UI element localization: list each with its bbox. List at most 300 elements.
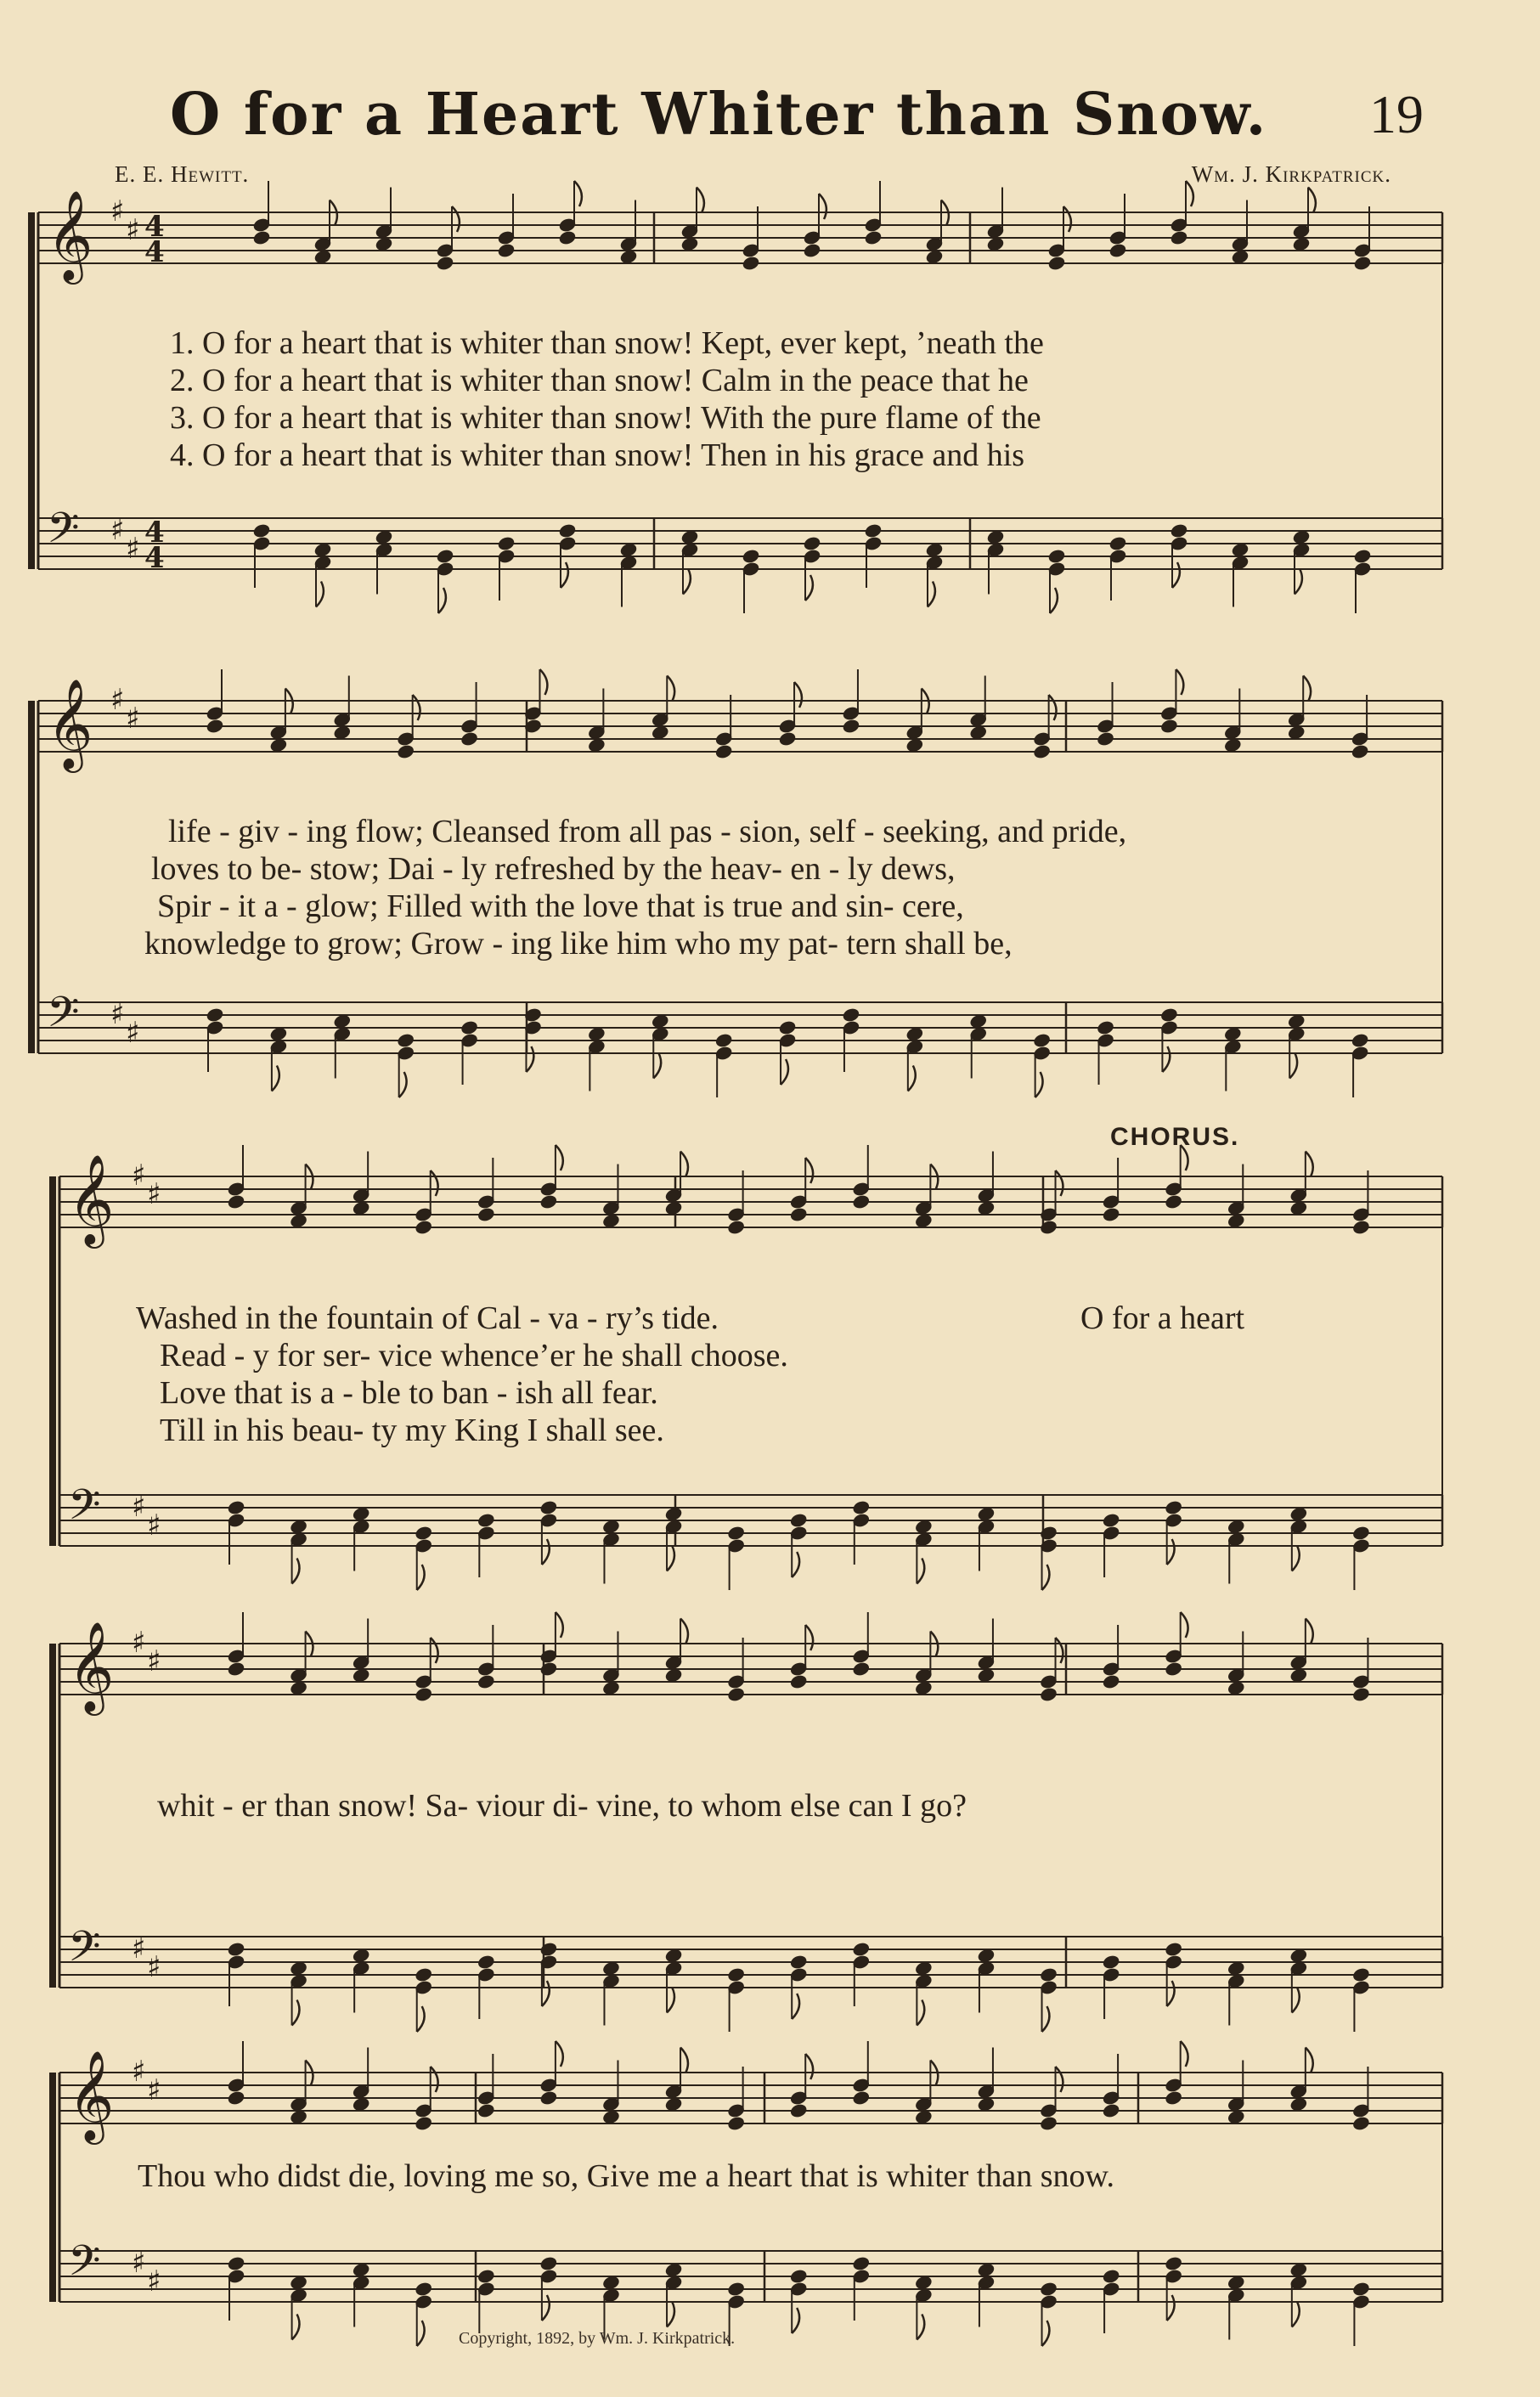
- note-head: [1352, 1687, 1370, 1702]
- lyric-s2-v2: loves to be- stow; Dai - ly refreshed by the heav- en - ly dews,: [151, 851, 956, 887]
- note-flag: [805, 1158, 813, 1183]
- lyricist-credit: E. E. Hewitt.: [115, 161, 250, 187]
- note-head: [313, 542, 331, 557]
- note-head: [790, 1674, 808, 1689]
- note-head: [852, 1661, 870, 1677]
- sharp-icon: ♯: [126, 213, 140, 247]
- sharp-icon: ♯: [132, 1626, 146, 1660]
- note-head: [1292, 236, 1310, 251]
- note-flag: [1035, 1072, 1043, 1097]
- note-head: [588, 1026, 606, 1041]
- note-head: [436, 256, 454, 271]
- note-head: [619, 249, 637, 264]
- note-head: [1352, 1967, 1370, 1982]
- note-head: [977, 1506, 995, 1521]
- sharp-icon: ♯: [126, 532, 140, 566]
- note-head: [1288, 1013, 1306, 1029]
- note-head: [1040, 2116, 1058, 2131]
- note-head: [539, 1500, 557, 1515]
- note-head: [352, 2096, 369, 2112]
- sharp-icon: ♯: [147, 2073, 161, 2107]
- note-flag: [1306, 1619, 1313, 1644]
- treble-clef-icon: 𝄞: [68, 1621, 115, 1712]
- note-head: [977, 1667, 995, 1683]
- note-flag: [917, 2315, 924, 2340]
- note-head: [1352, 1220, 1370, 1235]
- note-flag: [1292, 1546, 1300, 1571]
- note-flag: [1042, 2321, 1050, 2346]
- note-flag: [556, 2041, 563, 2067]
- note-head: [1165, 1194, 1182, 1210]
- note-flag: [556, 1612, 563, 1638]
- note-flag: [542, 2295, 550, 2321]
- note-head: [1288, 725, 1306, 740]
- note-head: [1040, 1967, 1058, 1982]
- time-signature: 4: [144, 235, 165, 269]
- note-flag: [542, 1539, 550, 1565]
- note-head: [415, 2281, 432, 2297]
- note-head: [1047, 549, 1065, 564]
- note-head: [852, 1500, 870, 1515]
- lyric-s4-chorus: whit - er than snow! Sa- viour di- vine, to whom else can I go?: [157, 1788, 967, 1824]
- note-flag: [1295, 569, 1302, 595]
- note-head: [1289, 1506, 1307, 1521]
- lyric-s1-v4: 4. O for a heart that is whiter than snow! Then in his grace and his: [170, 437, 1025, 473]
- sharp-icon: ♯: [147, 2264, 161, 2298]
- note-head: [558, 230, 576, 245]
- note-head: [602, 2275, 620, 2290]
- note-head: [977, 1200, 995, 1215]
- note-head: [915, 2109, 933, 2124]
- note-head: [1227, 1960, 1245, 1976]
- note-head: [460, 731, 478, 747]
- note-head: [227, 1194, 245, 1210]
- note-head: [969, 725, 987, 740]
- note-head: [415, 2116, 432, 2131]
- note-head: [602, 2109, 620, 2124]
- note-head: [269, 737, 287, 753]
- note-flag: [417, 2321, 425, 2346]
- note-head: [1231, 249, 1249, 264]
- note-head: [539, 2090, 557, 2106]
- note-head: [1227, 2275, 1245, 2290]
- lyric-s3-chorus-start: O for a heart: [1080, 1300, 1245, 1336]
- note-head: [477, 2269, 495, 2284]
- note-head: [915, 1680, 933, 1695]
- note-head: [1033, 1033, 1051, 1048]
- note-flag: [667, 1546, 674, 1571]
- note-flag: [1308, 188, 1316, 213]
- note-flag: [1181, 2041, 1188, 2067]
- note-head: [977, 2262, 995, 2277]
- lyric-s3-v3: Love that is a - ble to ban - ish all fear.: [160, 1375, 658, 1411]
- note-flag: [683, 569, 691, 595]
- note-head: [1097, 731, 1114, 747]
- note-head: [925, 249, 943, 264]
- sharp-icon: ♯: [132, 2246, 146, 2280]
- note-flag: [574, 181, 582, 206]
- note-head: [905, 1026, 923, 1041]
- note-head: [497, 536, 515, 551]
- note-head: [1227, 1213, 1245, 1228]
- sharp-icon: ♯: [147, 1177, 161, 1211]
- note-flag: [792, 1552, 799, 1577]
- note-head: [415, 1967, 432, 1982]
- note-head: [1040, 1687, 1058, 1702]
- treble-clef-icon: 𝄞: [47, 189, 93, 280]
- note-head: [477, 1207, 495, 1222]
- note-flag: [1063, 206, 1071, 232]
- lyric-s2-v3: Spir - it a - glow; Filled with the love that is true and sin- cere,: [157, 888, 964, 924]
- lyric-s3-v2: Read - y for ser- vice whence’er he shall choose.: [160, 1338, 788, 1373]
- note-head: [664, 1506, 682, 1521]
- lyric-s1-v2: 2. O for a heart that is whiter than snow! Calm in the peace that he: [170, 363, 1029, 398]
- note-head: [460, 1020, 478, 1035]
- bass-clef-icon: 𝄢: [68, 1480, 101, 1540]
- note-flag: [272, 1066, 279, 1091]
- system-bracket: [28, 212, 35, 569]
- note-flag: [1292, 2302, 1300, 2327]
- note-flag: [1181, 1612, 1188, 1638]
- note-head: [333, 1013, 351, 1029]
- note-head: [778, 731, 796, 747]
- note-flag: [1289, 1053, 1297, 1079]
- sharp-icon: ♯: [132, 2055, 146, 2089]
- note-head: [290, 2109, 307, 2124]
- note-head: [1231, 542, 1249, 557]
- note-head: [352, 1948, 369, 1963]
- note-head: [714, 1033, 732, 1048]
- note-flag: [1306, 1152, 1313, 1177]
- bass-clef-icon: 𝄢: [68, 1922, 101, 1982]
- note-head: [905, 737, 923, 753]
- note-head: [915, 1960, 933, 1976]
- note-head: [742, 256, 759, 271]
- note-head: [986, 529, 1004, 544]
- note-head: [1227, 2109, 1245, 2124]
- note-head: [352, 1200, 369, 1215]
- note-head: [803, 243, 821, 258]
- lyric-s1-v1: 1. O for a heart that is whiter than snow! Kept, ever kept, ’neath the: [170, 325, 1044, 361]
- note-head: [1352, 2281, 1370, 2297]
- note-head: [790, 1954, 808, 1970]
- note-head: [1352, 2116, 1370, 2131]
- note-flag: [781, 1059, 788, 1085]
- note-head: [602, 1519, 620, 1534]
- sharp-icon: ♯: [132, 1159, 146, 1193]
- note-head: [1160, 1007, 1178, 1023]
- clefs: [47, 189, 165, 2298]
- note-head: [1165, 1661, 1182, 1677]
- note-head: [1353, 549, 1371, 564]
- sharp-icon: ♯: [126, 702, 140, 736]
- note-head: [664, 2262, 682, 2277]
- note-head: [790, 2103, 808, 2118]
- note-head: [602, 1680, 620, 1695]
- note-head: [664, 1667, 682, 1683]
- system-bracket: [49, 1176, 56, 1546]
- note-flag: [792, 2308, 799, 2333]
- note-head: [290, 2275, 307, 2290]
- note-head: [477, 2103, 495, 2118]
- note-head: [1040, 2281, 1058, 2297]
- note-head: [290, 1960, 307, 1976]
- note-head: [206, 719, 223, 734]
- system-bracket: [49, 1644, 56, 1988]
- note-head: [206, 1007, 223, 1023]
- time-signature: 4: [144, 541, 165, 575]
- note-head: [1224, 1026, 1242, 1041]
- note-head: [852, 1942, 870, 1957]
- sharp-icon: ♯: [126, 1016, 140, 1050]
- note-head: [790, 2269, 808, 2284]
- note-flag: [556, 1145, 563, 1170]
- note-head: [1170, 523, 1187, 539]
- note-head: [352, 1667, 369, 1683]
- note-head: [925, 542, 943, 557]
- note-flag: [794, 682, 802, 708]
- note-head: [539, 1942, 557, 1957]
- note-flag: [667, 2302, 674, 2327]
- bass-clef-icon: 𝄢: [68, 2236, 101, 2296]
- note-head: [477, 1674, 495, 1689]
- note-head: [619, 542, 637, 557]
- note-head: [1047, 256, 1065, 271]
- note-flag: [697, 188, 704, 213]
- note-head: [727, 1526, 745, 1541]
- note-head: [1102, 1207, 1120, 1222]
- lyric-s3-v1: Washed in the fountain of Cal - va - ry’s tide.: [136, 1300, 719, 1336]
- note-head: [1289, 1948, 1307, 1963]
- note-flag: [292, 2000, 300, 2026]
- note-head: [1102, 1674, 1120, 1689]
- note-head: [1102, 2269, 1120, 2284]
- note-head: [539, 2256, 557, 2271]
- note-head: [1097, 1020, 1114, 1035]
- note-head: [477, 1954, 495, 1970]
- note-flag: [561, 562, 568, 588]
- note-head: [1102, 1954, 1120, 1970]
- note-head: [1102, 1513, 1120, 1528]
- note-flag: [792, 1994, 799, 2019]
- note-head: [852, 1194, 870, 1210]
- note-head: [664, 1948, 682, 1963]
- treble-clef-icon: 𝄞: [68, 2050, 115, 2140]
- note-flag: [1306, 2048, 1313, 2073]
- time-signature: 4: [144, 210, 165, 244]
- note-head: [790, 1513, 808, 1528]
- note-head: [1033, 744, 1051, 759]
- note-head: [333, 725, 351, 740]
- lyric-s2-v1: life - giv - ing flow; Cleansed from all pas - sion, self - seeking, and pride,: [168, 814, 1127, 849]
- note-head: [977, 1948, 995, 1963]
- note-head: [1108, 243, 1126, 258]
- lyric-s3-v4: Till in his beau- ty my King I shall see.: [160, 1413, 664, 1448]
- note-head: [915, 1519, 933, 1534]
- note-head: [664, 2096, 682, 2112]
- sharp-icon: ♯: [110, 195, 125, 228]
- note-flag: [417, 1565, 425, 1590]
- note-flag: [1056, 2067, 1063, 2092]
- note-head: [727, 1687, 745, 1702]
- note-flag: [1172, 562, 1180, 588]
- sharp-icon: ♯: [147, 1950, 161, 1984]
- note-flag: [667, 1988, 674, 2013]
- note-head: [1227, 1680, 1245, 1695]
- note-flag: [1176, 669, 1183, 695]
- note-head: [588, 737, 606, 753]
- note-flag: [917, 2000, 924, 2026]
- note-head: [714, 744, 732, 759]
- note-head: [652, 725, 669, 740]
- sharp-icon: ♯: [110, 513, 125, 547]
- note-head: [227, 1500, 245, 1515]
- note-head: [652, 1013, 669, 1029]
- note-head: [852, 2090, 870, 2106]
- note-head: [915, 1213, 933, 1228]
- note-flag: [1042, 1565, 1050, 1590]
- bass-clef-icon: 𝄢: [47, 988, 80, 1047]
- sharp-icon: ♯: [132, 1490, 146, 1524]
- note-head: [852, 2256, 870, 2271]
- sharp-icon: ♯: [110, 683, 125, 717]
- note-head: [1102, 2103, 1120, 2118]
- note-head: [1352, 1526, 1370, 1541]
- note-head: [558, 523, 576, 539]
- note-head: [1108, 536, 1126, 551]
- note-head: [1289, 2262, 1307, 2277]
- note-head: [602, 1213, 620, 1228]
- sharp-icon: ♯: [147, 1644, 161, 1678]
- note-flag: [292, 1559, 300, 1584]
- note-flag: [1186, 181, 1193, 206]
- note-flag: [667, 676, 674, 702]
- note-flag: [438, 588, 446, 613]
- note-flag: [1167, 1539, 1175, 1565]
- note-head: [727, 1967, 745, 1982]
- note-head: [864, 523, 882, 539]
- note-head: [397, 744, 415, 759]
- note-head: [352, 1506, 369, 1521]
- note-flag: [413, 695, 420, 720]
- note-flag: [539, 669, 547, 695]
- note-head: [539, 1194, 557, 1210]
- note-flag: [316, 582, 324, 607]
- note-head: [915, 2275, 933, 2290]
- note-flag: [653, 1053, 661, 1079]
- note-flag: [805, 575, 813, 601]
- note-head: [790, 1207, 808, 1222]
- note-head: [680, 529, 698, 544]
- sharp-icon: ♯: [147, 1509, 161, 1543]
- note-head: [252, 230, 270, 245]
- note-flag: [908, 1066, 916, 1091]
- note-head: [969, 1013, 987, 1029]
- sharp-icon: ♯: [132, 1932, 146, 1966]
- note-flag: [1056, 1170, 1063, 1196]
- chorus-label: CHORUS.: [1110, 1123, 1240, 1151]
- bass-clef-icon: 𝄢: [47, 504, 80, 563]
- note-head: [227, 2090, 245, 2106]
- sharp-icon: ♯: [110, 997, 125, 1031]
- note-head: [415, 1687, 432, 1702]
- note-flag: [680, 2048, 688, 2073]
- note-head: [664, 1200, 682, 1215]
- note-flag: [805, 1625, 813, 1650]
- treble-clef-icon: 𝄞: [47, 678, 93, 769]
- note-flag: [917, 1559, 924, 1584]
- copyright-notice: Copyright, 1892, by Wm. J. Kirkpatrick.: [459, 2329, 736, 2348]
- lyric-s5-chorus: Thou who didst die, loving me so, Give me a heart that is whiter than snow.: [138, 2158, 1115, 2194]
- note-flag: [452, 206, 460, 232]
- composer-credit: Wm. J. Kirkpatrick.: [1191, 161, 1391, 187]
- note-flag: [928, 582, 935, 607]
- note-flag: [1167, 2295, 1175, 2321]
- note-head: [1227, 1519, 1245, 1534]
- note-head: [375, 236, 392, 251]
- note-head: [415, 1526, 432, 1541]
- note-head: [1160, 719, 1178, 734]
- note-head: [477, 1513, 495, 1528]
- note-flag: [431, 2067, 438, 2092]
- note-flag: [1162, 1046, 1170, 1072]
- page-number: 19: [1369, 84, 1424, 144]
- note-flag: [1042, 2006, 1050, 2032]
- lyric-s1-v3: 3. O for a heart that is whiter than snow! With the pure flame of the: [170, 400, 1041, 436]
- note-head: [977, 2096, 995, 2112]
- note-head: [290, 1519, 307, 1534]
- note-head: [1351, 744, 1368, 759]
- note-flag: [399, 1072, 407, 1097]
- time-signature: 4: [144, 516, 165, 550]
- note-head: [803, 536, 821, 551]
- note-head: [290, 1680, 307, 1695]
- note-head: [375, 529, 392, 544]
- note-head: [1165, 1942, 1182, 1957]
- note-head: [1289, 1200, 1307, 1215]
- note-head: [290, 1213, 307, 1228]
- note-head: [727, 1220, 745, 1235]
- note-head: [227, 1942, 245, 1957]
- note-head: [1289, 2096, 1307, 2112]
- system-bracket: [28, 701, 35, 1053]
- note-flag: [805, 2054, 813, 2079]
- note-head: [1165, 1500, 1182, 1515]
- treble-clef-icon: 𝄞: [68, 1153, 115, 1244]
- note-head: [1353, 256, 1371, 271]
- note-flag: [1050, 588, 1058, 613]
- note-head: [1165, 2256, 1182, 2271]
- note-head: [227, 1661, 245, 1677]
- note-head: [778, 1020, 796, 1035]
- note-head: [1351, 1033, 1368, 1048]
- note-flag: [431, 1638, 438, 1663]
- note-head: [842, 719, 860, 734]
- note-head: [539, 1661, 557, 1677]
- note-head: [269, 1026, 287, 1041]
- note-head: [680, 236, 698, 251]
- note-head: [842, 1007, 860, 1023]
- note-flag: [431, 1170, 438, 1196]
- note-head: [313, 249, 331, 264]
- note-head: [1170, 230, 1187, 245]
- note-flag: [292, 2315, 300, 2340]
- note-head: [497, 243, 515, 258]
- hymn-title: O for a Heart Whiter than Snow.: [170, 81, 1268, 149]
- note-head: [227, 2256, 245, 2271]
- note-flag: [1292, 1988, 1300, 2013]
- note-head: [1165, 2090, 1182, 2106]
